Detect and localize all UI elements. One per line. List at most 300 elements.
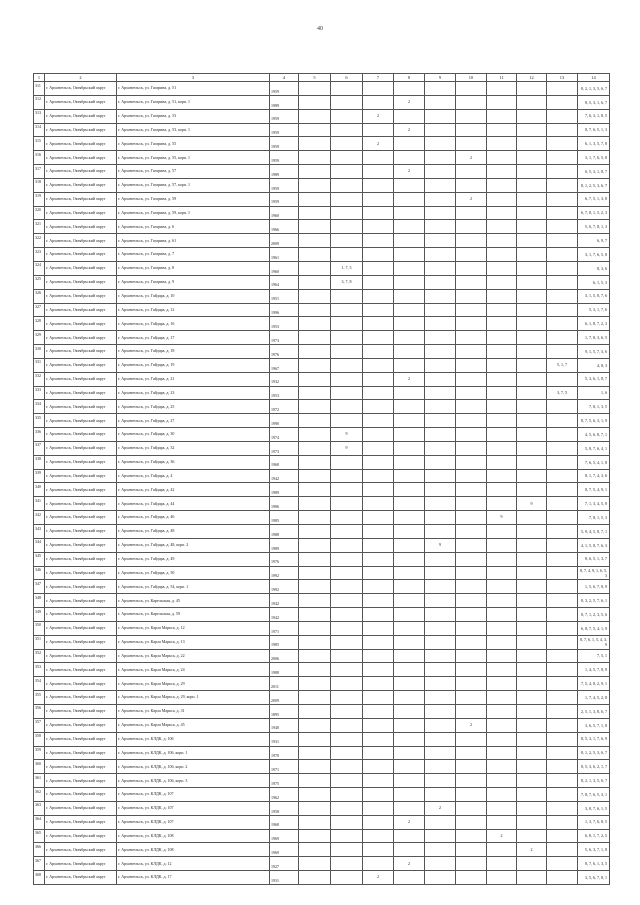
table-cell-col-6 bbox=[331, 95, 363, 109]
table-cell-col-8 bbox=[394, 566, 425, 580]
table-cell-col-10 bbox=[456, 691, 487, 705]
table-cell-col-4: 2011 bbox=[270, 677, 299, 691]
table-cell-col-2: г. Архангельск, Октябрьский округ bbox=[45, 635, 117, 649]
table-cell-col-9 bbox=[425, 317, 456, 331]
table-cell-col-7 bbox=[363, 857, 394, 871]
table-cell-col-9 bbox=[425, 677, 456, 691]
table-cell-col-14: 6, 8, 1, 7, 2, 5 bbox=[578, 829, 610, 843]
table-cell-col-1: 365 bbox=[34, 829, 45, 843]
table-cell-col-10 bbox=[456, 165, 487, 179]
table-cell-col-8 bbox=[394, 192, 425, 206]
table-cell-col-6 bbox=[331, 123, 363, 137]
table-cell-col-11 bbox=[487, 206, 517, 220]
table-cell-col-12 bbox=[517, 261, 547, 275]
table-cell-col-2: г. Архангельск, Октябрьский округ bbox=[45, 871, 117, 885]
table-cell-col-10 bbox=[456, 109, 487, 123]
table-cell-col-4: 1989 bbox=[270, 483, 299, 497]
table-row bbox=[34, 469, 610, 483]
table-cell-col-4: 1932 bbox=[270, 372, 299, 386]
table-cell-col-3: г. Архангельск, ул. Гайдара, д. 21 bbox=[117, 372, 270, 386]
table-cell-col-3: г. Архангельск, ул. Гагарина, д. 57, корп. 1 bbox=[117, 178, 270, 192]
table-cell-col-7 bbox=[363, 691, 394, 705]
table-cell-col-9 bbox=[425, 718, 456, 732]
table-cell-col-5 bbox=[299, 718, 331, 732]
table-cell-col-10 bbox=[456, 95, 487, 109]
table-cell-col-11 bbox=[487, 663, 517, 677]
table-cell-col-12 bbox=[517, 746, 547, 760]
table-cell-col-8 bbox=[394, 400, 425, 414]
table-cell-col-4: 1992 bbox=[270, 566, 299, 580]
table-cell-col-13 bbox=[547, 483, 578, 497]
table-cell-col-8 bbox=[394, 843, 425, 857]
table-cell-col-2: г. Архангельск, Октябрьский округ bbox=[45, 580, 117, 594]
table-cell-col-5 bbox=[299, 137, 331, 151]
table-cell-col-10 bbox=[456, 331, 487, 345]
table-cell-col-8 bbox=[394, 760, 425, 774]
column-header-5: 5 bbox=[299, 74, 331, 82]
table-cell-col-9 bbox=[425, 594, 456, 608]
table-cell-col-13 bbox=[547, 843, 578, 857]
table-cell-col-12 bbox=[517, 871, 547, 885]
table-cell-col-5 bbox=[299, 469, 331, 483]
table-cell-col-14: 2, 5, 1, 3, 8, 6, 7 bbox=[578, 704, 610, 718]
table-row bbox=[34, 746, 610, 760]
table-cell-col-1: 353 bbox=[34, 663, 45, 677]
table-cell-col-9 bbox=[425, 137, 456, 151]
table-cell-col-14: 7, 8, 7, 6, 5, 3, 1 bbox=[578, 788, 610, 802]
table-cell-col-14: 7, 8, 1, 3, 5 bbox=[578, 400, 610, 414]
table-cell-col-3: г. Архангельск, ул. Карла Маркса, д. 29 bbox=[117, 677, 270, 691]
table-cell-col-5 bbox=[299, 400, 331, 414]
table-cell-col-9 bbox=[425, 871, 456, 885]
table-cell-col-3: г. Архангельск, ул. Гагарина, д. 8 bbox=[117, 261, 270, 275]
table-cell-col-10 bbox=[456, 704, 487, 718]
table-cell-col-14: 8, 7, 4, 9, 1, 6, 5, 3 bbox=[578, 566, 610, 580]
table-cell-col-4: 1961 bbox=[270, 248, 299, 262]
table-cell-col-6 bbox=[331, 538, 363, 552]
table-row bbox=[34, 414, 610, 428]
column-header-8: 8 bbox=[394, 74, 425, 82]
table-cell-col-8 bbox=[394, 871, 425, 885]
table-cell-col-4: 1974 bbox=[270, 428, 299, 442]
table-cell-col-11 bbox=[487, 441, 517, 455]
table-row bbox=[34, 123, 610, 137]
table-cell-col-14: 7, 8, 1, 5, 3 bbox=[578, 511, 610, 525]
column-header-12: 12 bbox=[517, 74, 547, 82]
table-cell-col-1: 356 bbox=[34, 704, 45, 718]
table-cell-col-5 bbox=[299, 497, 331, 511]
table-cell-col-12 bbox=[517, 137, 547, 151]
table-cell-col-6 bbox=[331, 663, 363, 677]
table-cell-col-11 bbox=[487, 538, 517, 552]
table-cell-col-13 bbox=[547, 248, 578, 262]
table-cell-col-4: 1989 bbox=[270, 165, 299, 179]
table-cell-col-1: 312 bbox=[34, 95, 45, 109]
table-cell-col-10 bbox=[456, 871, 487, 885]
table-cell-col-11 bbox=[487, 718, 517, 732]
table-cell-col-4: 1959 bbox=[270, 178, 299, 192]
table-row bbox=[34, 829, 610, 843]
table-cell-col-6 bbox=[331, 289, 363, 303]
column-header-4: 4 bbox=[270, 74, 299, 82]
column-header-14: 14 bbox=[578, 74, 610, 82]
table-cell-col-6 bbox=[331, 372, 363, 386]
table-cell-col-1: 343 bbox=[34, 525, 45, 539]
table-cell-col-10 bbox=[456, 275, 487, 289]
table-row bbox=[34, 317, 610, 331]
table-row bbox=[34, 871, 610, 885]
table-cell-col-12 bbox=[517, 345, 547, 359]
table-cell-col-2: г. Архангельск, Октябрьский округ bbox=[45, 801, 117, 815]
table-row bbox=[34, 386, 610, 400]
table-cell-col-9 bbox=[425, 704, 456, 718]
table-cell-col-9: 2 bbox=[425, 801, 456, 815]
table-cell-col-7 bbox=[363, 760, 394, 774]
table-cell-col-12 bbox=[517, 649, 547, 663]
table-cell-col-3: г. Архангельск, ул. КЛДК, д. 106, корп. 2 bbox=[117, 760, 270, 774]
table-cell-col-2: г. Архангельск, Октябрьский округ bbox=[45, 594, 117, 608]
table-row bbox=[34, 345, 610, 359]
table-cell-col-11 bbox=[487, 275, 517, 289]
table-cell-col-2: г. Архангельск, Октябрьский округ bbox=[45, 746, 117, 760]
table-cell-col-9 bbox=[425, 788, 456, 802]
table-cell-col-7 bbox=[363, 746, 394, 760]
table-cell-col-6 bbox=[331, 400, 363, 414]
table-cell-col-5 bbox=[299, 829, 331, 843]
table-cell-col-7 bbox=[363, 248, 394, 262]
table-cell-col-11 bbox=[487, 178, 517, 192]
table-cell-col-13 bbox=[547, 206, 578, 220]
table-cell-col-11 bbox=[487, 871, 517, 885]
table-cell-col-11 bbox=[487, 414, 517, 428]
table-cell-col-9 bbox=[425, 843, 456, 857]
table-cell-col-4: 1969 bbox=[270, 829, 299, 843]
table-cell-col-7: 2 bbox=[363, 109, 394, 123]
table-cell-col-10 bbox=[456, 746, 487, 760]
table-cell-col-11 bbox=[487, 151, 517, 165]
table-cell-col-1: 349 bbox=[34, 608, 45, 622]
table-cell-col-14: 7, 1, 3, 4, 5, 8 bbox=[578, 497, 610, 511]
table-cell-col-3: г. Архангельск, ул. Карла Маркса, д. 13 bbox=[117, 635, 270, 649]
table-cell-col-11 bbox=[487, 192, 517, 206]
table-cell-col-10 bbox=[456, 261, 487, 275]
table-cell-col-8 bbox=[394, 109, 425, 123]
table-row bbox=[34, 151, 610, 165]
table-cell-col-1: 317 bbox=[34, 165, 45, 179]
table-cell-col-1: 354 bbox=[34, 677, 45, 691]
table-cell-col-7 bbox=[363, 801, 394, 815]
table-cell-col-2: г. Архангельск, Октябрьский округ bbox=[45, 718, 117, 732]
table-cell-col-8 bbox=[394, 774, 425, 788]
table-cell-col-5 bbox=[299, 372, 331, 386]
table-cell-col-4: 1996 bbox=[270, 303, 299, 317]
table-cell-col-3: г. Архангельск, ул. КЛДК, д. 107 bbox=[117, 815, 270, 829]
table-cell-col-1: 342 bbox=[34, 511, 45, 525]
table-cell-col-11 bbox=[487, 760, 517, 774]
table-cell-col-5 bbox=[299, 566, 331, 580]
table-cell-col-3: г. Архангельск, ул. Карла Маркса, д. 29, корп. 1 bbox=[117, 691, 270, 705]
table-cell-col-6 bbox=[331, 691, 363, 705]
table-cell-col-2: г. Архангельск, Октябрьский округ bbox=[45, 621, 117, 635]
table-cell-col-2: г. Архангельск, Октябрьский округ bbox=[45, 82, 117, 96]
table-cell-col-11 bbox=[487, 289, 517, 303]
table-cell-col-7 bbox=[363, 788, 394, 802]
table-cell-col-11 bbox=[487, 82, 517, 96]
table-cell-col-3: г. Архангельск, ул. Гагарина, д. 9 bbox=[117, 275, 270, 289]
table-cell-col-12 bbox=[517, 594, 547, 608]
table-cell-col-2: г. Архангельск, Октябрьский округ bbox=[45, 608, 117, 622]
table-cell-col-12 bbox=[517, 317, 547, 331]
table-cell-col-12 bbox=[517, 248, 547, 262]
table-cell-col-8 bbox=[394, 801, 425, 815]
table-cell-col-2: г. Архангельск, Октябрьский округ bbox=[45, 165, 117, 179]
table-cell-col-5 bbox=[299, 151, 331, 165]
table-cell-col-14: 8, 3, 6 bbox=[578, 261, 610, 275]
table-cell-col-8 bbox=[394, 525, 425, 539]
table-cell-col-6 bbox=[331, 414, 363, 428]
table-cell-col-5 bbox=[299, 317, 331, 331]
table-row bbox=[34, 815, 610, 829]
table-cell-col-12 bbox=[517, 732, 547, 746]
table-row bbox=[34, 663, 610, 677]
table-row bbox=[34, 691, 610, 705]
table-cell-col-5 bbox=[299, 538, 331, 552]
table-cell-col-12 bbox=[517, 857, 547, 871]
table-cell-col-6: 9 bbox=[331, 428, 363, 442]
table-cell-col-12 bbox=[517, 331, 547, 345]
table-cell-col-6 bbox=[331, 109, 363, 123]
table-cell-col-4: 1942 bbox=[270, 469, 299, 483]
table-cell-col-5 bbox=[299, 441, 331, 455]
table-cell-col-10 bbox=[456, 358, 487, 372]
table-cell-col-4: 1973 bbox=[270, 331, 299, 345]
table-cell-col-5 bbox=[299, 732, 331, 746]
table-cell-col-4: 1988 bbox=[270, 525, 299, 539]
table-cell-col-10 bbox=[456, 497, 487, 511]
table-cell-col-3: г. Архангельск, ул. Гайдара, д. 17 bbox=[117, 331, 270, 345]
table-cell-col-10: 2 bbox=[456, 151, 487, 165]
table-cell-col-7 bbox=[363, 580, 394, 594]
table-cell-col-9 bbox=[425, 469, 456, 483]
table-cell-col-4: 1931 bbox=[270, 871, 299, 885]
table-cell-col-4: 1931 bbox=[270, 732, 299, 746]
table-cell-col-11 bbox=[487, 497, 517, 511]
table-cell-col-7 bbox=[363, 192, 394, 206]
table-cell-col-13 bbox=[547, 774, 578, 788]
table-cell-col-14: 3, 1, 7, 6, 5, 8 bbox=[578, 151, 610, 165]
table-cell-col-7 bbox=[363, 677, 394, 691]
table-cell-col-12 bbox=[517, 829, 547, 843]
table-cell-col-11 bbox=[487, 815, 517, 829]
table-cell-col-13 bbox=[547, 677, 578, 691]
table-cell-col-5 bbox=[299, 386, 331, 400]
table-cell-col-13 bbox=[547, 455, 578, 469]
table-cell-col-5 bbox=[299, 95, 331, 109]
table-cell-col-6 bbox=[331, 635, 363, 649]
table-cell-col-2: г. Архангельск, Октябрьский округ bbox=[45, 372, 117, 386]
table-cell-col-14: 8, 7, 1, 2, 3, 5, 6 bbox=[578, 608, 610, 622]
table-cell-col-13 bbox=[547, 95, 578, 109]
table-cell-col-9 bbox=[425, 220, 456, 234]
table-cell-col-13 bbox=[547, 469, 578, 483]
table-cell-col-12 bbox=[517, 95, 547, 109]
table-cell-col-6: 9 bbox=[331, 441, 363, 455]
table-cell-col-11 bbox=[487, 677, 517, 691]
table-cell-col-12 bbox=[517, 192, 547, 206]
table-cell-col-2: г. Архангельск, Октябрьский округ bbox=[45, 261, 117, 275]
column-header-13: 13 bbox=[547, 74, 578, 82]
table-cell-col-3: г. Архангельск, ул. Гайдара, д. 16 bbox=[117, 317, 270, 331]
table-cell-col-10 bbox=[456, 220, 487, 234]
table-cell-col-9 bbox=[425, 552, 456, 566]
table-cell-col-11 bbox=[487, 469, 517, 483]
table-cell-col-5 bbox=[299, 704, 331, 718]
table-cell-col-3: г. Архангельск, ул. Гайдара, д. 32 bbox=[117, 441, 270, 455]
table-cell-col-5 bbox=[299, 414, 331, 428]
table-cell-col-2: г. Архангельск, Октябрьский округ bbox=[45, 566, 117, 580]
table-cell-col-7 bbox=[363, 95, 394, 109]
table-cell-col-4: 1967 bbox=[270, 358, 299, 372]
page-number: 40 bbox=[317, 26, 323, 32]
table-cell-col-11 bbox=[487, 704, 517, 718]
table-cell-col-5 bbox=[299, 635, 331, 649]
table-cell-col-10 bbox=[456, 469, 487, 483]
table-cell-col-12 bbox=[517, 469, 547, 483]
table-cell-col-11 bbox=[487, 843, 517, 857]
table-cell-col-12 bbox=[517, 691, 547, 705]
table-cell-col-7: 2 bbox=[363, 137, 394, 151]
table-cell-col-2: г. Архангельск, Октябрьский округ bbox=[45, 151, 117, 165]
table-cell-col-9 bbox=[425, 95, 456, 109]
table-cell-col-12 bbox=[517, 414, 547, 428]
table-cell-col-14: 1, 3, 7, 6, 8, 5 bbox=[578, 815, 610, 829]
table-cell-col-5 bbox=[299, 552, 331, 566]
table-cell-col-13 bbox=[547, 151, 578, 165]
table-cell-col-4: 1973 bbox=[270, 441, 299, 455]
table-cell-col-14: 3, 5, 6, 7, 8, 1 bbox=[578, 871, 610, 885]
table-cell-col-10 bbox=[456, 428, 487, 442]
table-cell-col-13 bbox=[547, 511, 578, 525]
table-cell-col-12 bbox=[517, 718, 547, 732]
table-cell-col-3: г. Архангельск, ул. Гагарина, д. 55 bbox=[117, 137, 270, 151]
table-cell-col-11: 9 bbox=[487, 511, 517, 525]
table-cell-col-2: г. Архангельск, Октябрьский округ bbox=[45, 206, 117, 220]
table-cell-col-2: г. Архангельск, Октябрьский округ bbox=[45, 469, 117, 483]
table-cell-col-3: г. Архангельск, ул. Гайдара, д. 46 bbox=[117, 511, 270, 525]
table-cell-col-13 bbox=[547, 871, 578, 885]
table-cell-col-13 bbox=[547, 552, 578, 566]
table-cell-col-4: 1968 bbox=[270, 455, 299, 469]
table-cell-col-4: 1958 bbox=[270, 801, 299, 815]
table-cell-col-10 bbox=[456, 372, 487, 386]
table-cell-col-4: 1975 bbox=[270, 774, 299, 788]
table-cell-col-6 bbox=[331, 234, 363, 248]
table-cell-col-13 bbox=[547, 345, 578, 359]
table-cell-col-6 bbox=[331, 317, 363, 331]
table-cell-col-10 bbox=[456, 649, 487, 663]
table-cell-col-2: г. Архангельск, Октябрьский округ bbox=[45, 123, 117, 137]
table-row bbox=[34, 275, 610, 289]
table-cell-col-11 bbox=[487, 621, 517, 635]
table-cell-col-14: 1, 5, 6, 7, 8, 9 bbox=[578, 580, 610, 594]
table-cell-col-12 bbox=[517, 234, 547, 248]
table-cell-col-10 bbox=[456, 234, 487, 248]
table-cell-col-8 bbox=[394, 746, 425, 760]
table-cell-col-5 bbox=[299, 746, 331, 760]
table-cell-col-3: г. Архангельск, ул. Карельская, д. 45 bbox=[117, 594, 270, 608]
table-cell-col-7 bbox=[363, 400, 394, 414]
table-cell-col-4: 1959 bbox=[270, 109, 299, 123]
table-cell-col-11 bbox=[487, 649, 517, 663]
table-cell-col-6 bbox=[331, 248, 363, 262]
table-cell-col-13 bbox=[547, 137, 578, 151]
table-cell-col-14: 5, 3, 1, 7, 6 bbox=[578, 303, 610, 317]
table-cell-col-1: 315 bbox=[34, 137, 45, 151]
table-cell-col-8 bbox=[394, 358, 425, 372]
table-row bbox=[34, 248, 610, 262]
table-cell-col-7 bbox=[363, 82, 394, 96]
table-cell-col-1: 357 bbox=[34, 718, 45, 732]
table-cell-col-8 bbox=[394, 261, 425, 275]
table-cell-col-4: 1988 bbox=[270, 663, 299, 677]
table-cell-col-11 bbox=[487, 220, 517, 234]
table-cell-col-9 bbox=[425, 635, 456, 649]
table-cell-col-1: 319 bbox=[34, 192, 45, 206]
table-cell-col-13 bbox=[547, 178, 578, 192]
table-cell-col-7 bbox=[363, 552, 394, 566]
table-cell-col-13 bbox=[547, 372, 578, 386]
table-cell-col-9 bbox=[425, 746, 456, 760]
table-cell-col-5 bbox=[299, 677, 331, 691]
table-cell-col-5 bbox=[299, 192, 331, 206]
table-cell-col-7 bbox=[363, 635, 394, 649]
table-cell-col-11 bbox=[487, 386, 517, 400]
table-cell-col-8 bbox=[394, 414, 425, 428]
table-cell-col-9 bbox=[425, 165, 456, 179]
table-cell-col-5 bbox=[299, 691, 331, 705]
table-cell-col-14: 8, 6, 5, 1, 3, 7 bbox=[578, 552, 610, 566]
table-cell-col-14: 8, 7, 5, 6, 3, 1, 9 bbox=[578, 414, 610, 428]
table-cell-col-14: 8, 2, 1, 3, 5, 6, 7 bbox=[578, 774, 610, 788]
table-cell-col-4: 1959 bbox=[270, 192, 299, 206]
table-cell-col-14: 8, 7, 6, 1, 3, 5 bbox=[578, 857, 610, 871]
table-row bbox=[34, 220, 610, 234]
table-cell-col-1: 355 bbox=[34, 691, 45, 705]
table-cell-col-13 bbox=[547, 621, 578, 635]
column-header-2: 2 bbox=[45, 74, 117, 82]
table-cell-col-4: 1959 bbox=[270, 123, 299, 137]
table-cell-col-2: г. Архангельск, Октябрьский округ bbox=[45, 815, 117, 829]
table-row bbox=[34, 234, 610, 248]
table-cell-col-12 bbox=[517, 428, 547, 442]
table-cell-col-10 bbox=[456, 455, 487, 469]
table-cell-col-5 bbox=[299, 345, 331, 359]
table-row bbox=[34, 843, 610, 857]
table-cell-col-2: г. Архангельск, Октябрьский округ bbox=[45, 248, 117, 262]
table-cell-col-14: 8, 5, 3, 6, 2, 1, 7 bbox=[578, 760, 610, 774]
table-cell-col-10 bbox=[456, 843, 487, 857]
table-cell-col-1: 320 bbox=[34, 206, 45, 220]
table-cell-col-5 bbox=[299, 760, 331, 774]
table-cell-col-6 bbox=[331, 137, 363, 151]
table-cell-col-11 bbox=[487, 400, 517, 414]
table-cell-col-14: 1, 4, 5, 7, 8, 9 bbox=[578, 663, 610, 677]
table-cell-col-10 bbox=[456, 123, 487, 137]
table-cell-col-13 bbox=[547, 303, 578, 317]
table-cell-col-7: 2 bbox=[363, 871, 394, 885]
table-cell-col-8 bbox=[394, 275, 425, 289]
table-cell-col-2: г. Архангельск, Октябрьский округ bbox=[45, 704, 117, 718]
